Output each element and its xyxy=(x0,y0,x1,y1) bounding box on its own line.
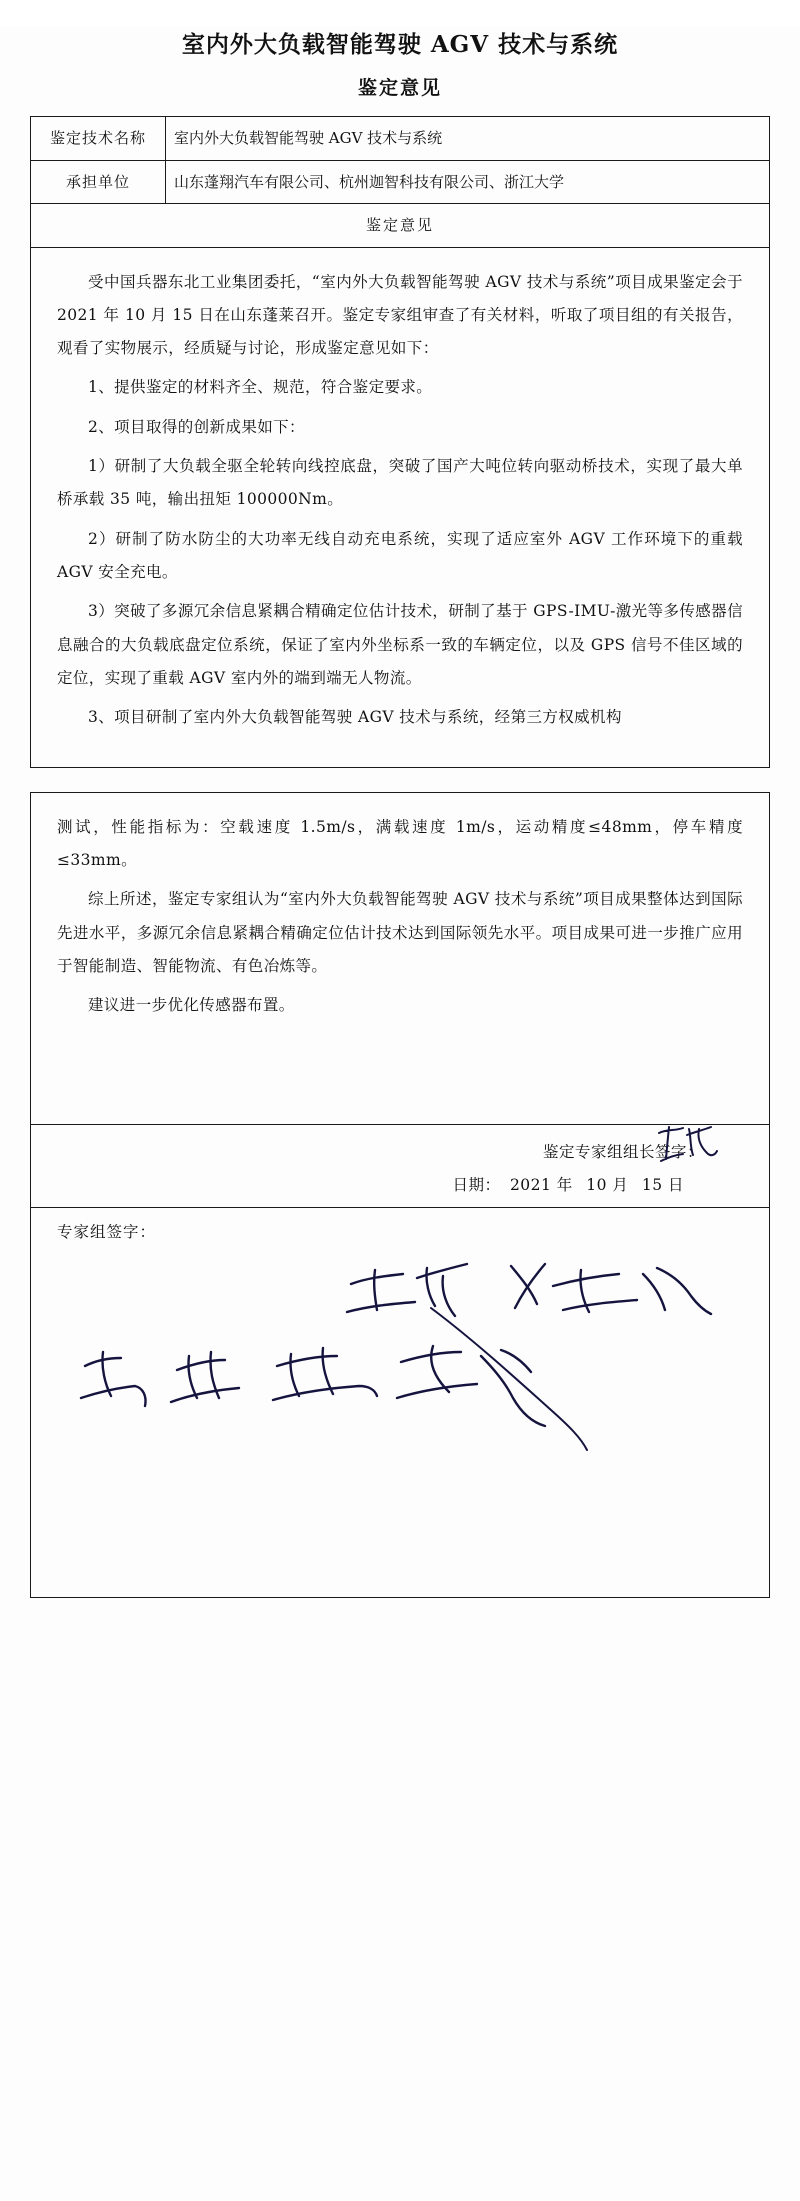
opinion-paragraph: 综上所述，鉴定专家组认为“室内外大负载智能驾驶 AGV 技术与系统”项目成果整体达到国际先进水平，多源冗余信息紧耦合精确定位估计技术达到国际领先水平。项目成果可进一步推广应用于智能制造、智能物流、有色冶炼等。 xyxy=(57,890,743,975)
meta-label-tech-name: 鉴定技术名称 xyxy=(31,117,166,161)
meta-value-tech-name: 室内外大负载智能驾驶 AGV 技术与系统 xyxy=(166,117,770,161)
opinion-body-page2 xyxy=(30,792,770,1126)
leader-signature-label: 鉴定专家组组长签字： xyxy=(542,1143,703,1162)
opinion-paragraph: 3）突破了多源冗余信息紧耦合精确定位估计技术，研制了基于 GPS-IMU-激光等多传感器信息融合的大负载底盘定位系统，保证了室内外坐标系一致的车辆定位，以及 GPS 信号不佳区域的定位，实现了重载 AGV 室内外的端到端无人物流。 xyxy=(57,602,743,687)
meta-label-org: 承担单位 xyxy=(31,160,166,204)
table-row xyxy=(31,204,770,248)
date-label: 日期： xyxy=(452,1175,501,1194)
leader-signature-mark xyxy=(653,1121,723,1181)
expert-group-signature-area xyxy=(30,1208,770,1598)
meta-value-org: 山东蓬翔汽车有限公司、杭州迦智科技有限公司、浙江大学 xyxy=(166,160,770,204)
signature-row2-icon xyxy=(61,1326,581,1446)
table-row xyxy=(31,117,770,161)
opinion-paragraph: 3、项目研制了室内外大负载智能驾驶 AGV 技术与系统，经第三方权威机构 xyxy=(88,708,622,727)
opinion-paragraph: 受中国兵器东北工业集团委托，“室内外大负载智能驾驶 AGV 技术与系统”项目成果鉴定会于 2021 年 10 月 15 日在山东蓬莱召开。鉴定专家组审查了有关材料，听取了项目组的有关报告，观看了实物展示，经质疑与讨论，形成鉴定意见如下： xyxy=(57,272,743,358)
meta-table xyxy=(30,116,770,248)
date-year: 2021 年 xyxy=(509,1175,573,1194)
meta-table-wrapper xyxy=(30,116,770,1598)
date-month: 10 月 xyxy=(586,1175,629,1194)
signature-row1-icon xyxy=(331,1248,751,1358)
date-day: 15 日 xyxy=(641,1175,684,1194)
opinion-paragraph: 1、提供鉴定的材料齐全、规范，符合鉴定要求。 xyxy=(88,378,433,397)
expert-group-label: 专家组签字： xyxy=(57,1222,157,1241)
table-row xyxy=(31,160,770,204)
page-break-gap xyxy=(30,768,770,792)
signature-scribble-icon xyxy=(653,1121,723,1169)
section-header-opinion: 鉴定意见 xyxy=(31,204,770,248)
leader-signature-line xyxy=(57,1135,743,1169)
signature-flourish-icon xyxy=(411,1278,611,1468)
page-title: 室内外大负载智能驾驶 AGV 技术与系统 xyxy=(181,31,619,58)
opinion-paragraph: 2）研制了防水防尘的大功率无线自动充电系统，实现了适应室外 AGV 工作环境下的重载 AGV 安全充电。 xyxy=(57,529,743,581)
opinion-paragraph: 建议进一步优化传感器布置。 xyxy=(88,996,295,1015)
opinion-paragraph: 测试，性能指标为：空载速度 1.5m/s，满载速度 1m/s，运动精度≤48mm，停车精度≤33mm。 xyxy=(57,817,743,869)
leader-signature-area xyxy=(30,1125,770,1207)
opinion-paragraph: 2、项目取得的创新成果如下： xyxy=(88,417,305,436)
signature-date-line xyxy=(57,1170,743,1201)
opinion-paragraph: 1）研制了大负载全驱全轮转向线控底盘，突破了国产大吨位转向驱动桥技术，实现了最大单桥承载 35 吨，输出扭矩 100000Nm。 xyxy=(57,457,743,509)
page-subtitle: 鉴定意见 xyxy=(357,77,442,99)
document-page xyxy=(0,26,800,2201)
opinion-body-page1 xyxy=(30,248,770,768)
